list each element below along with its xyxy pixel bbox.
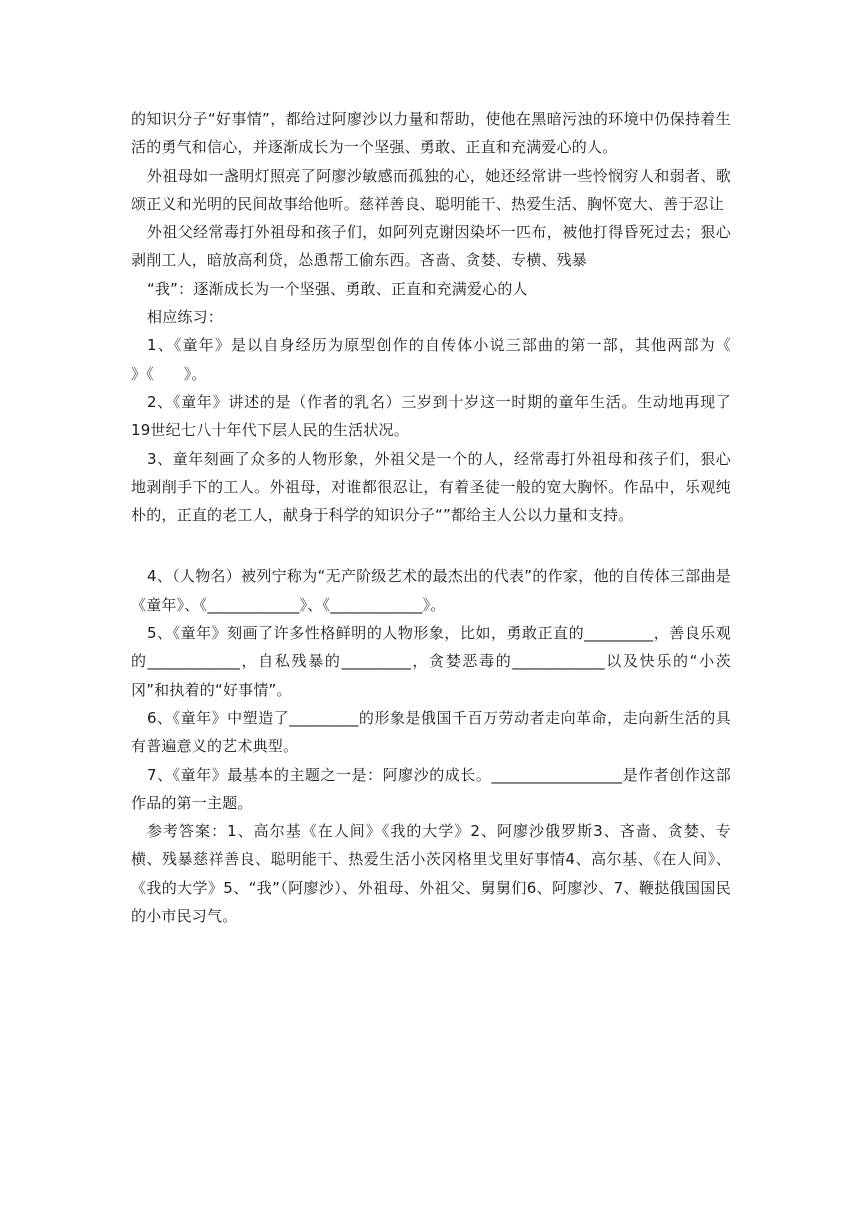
paragraph-grandfather: 外祖父经常毒打外祖母和孩子们，如阿列克谢因染坏一匹布，被他打得昏死过去；狠心剥削工人，暗放高利贷，怂恿帮工偷东西。吝啬、贪婪、专横、残暴 <box>131 223 731 270</box>
exercise-2: 2、《童年》讲述的是（作者的乳名）三岁到十岁这一时期的童年生活。生动地再现了19世纪七八十年代下层人民的生活状况。 <box>131 392 731 440</box>
exercise-4: 4、（人物名）被列宁称为“无产阶级艺术的最杰出的代表”的作家，他的自传体三部曲是《童年》、《____________》、《____________》。 <box>131 567 731 614</box>
reference-answers: 参考答案：1、高尔基《在人间》《我的大学》2、阿廖沙俄罗斯3、吝啬、贪婪、专横、残暴慈祥善良、聪明能干、热爱生活小茨冈格里戈里好事情4、高尔基、《在人间》、《我的大学》5、“我”（阿廖沙）、外祖母、外祖父、舅舅们6、阿廖沙、7、鞭挞俄国国民的小市民习气。 <box>131 822 731 926</box>
exercise-3: 3、童年刻画了众多的人物形象，外祖父是一个的人，经常毒打外祖母和孩子们，狠心地剥削手下的工人。外祖母，对谁都很忍让，有着圣徒一般的宽大胸怀。作品中，乐观纯朴的，正直的老工人，献身于科学的知识分子“”都给主人公以力量和支持。 <box>131 449 731 525</box>
exercise-6: 6、《童年》中塑造了_________的形象是俄国千百万劳动者走向革命，走向新生活的具有普遍意义的艺术典型。 <box>131 708 731 756</box>
blank-gap <box>131 529 731 562</box>
exercise-5: 5、《童年》刻画了许多性格鲜明的人物形象，比如，勇敢正直的_________，善良乐观的____________，自私残暴的_________，贪婪恶毒的____________以及快乐的“小茨冈”和执着的“好事情”。 <box>131 624 731 699</box>
document-body <box>131 105 761 930</box>
paragraph-good-deed-intro: 的知识分子“好事情”，都给过阿廖沙以力量和帮助，使他在黑暗污浊的环境中仍保持着生活的勇气和信心，并逐渐成长为一个坚强、勇敢、正直和充满爱心的人。 <box>131 110 731 157</box>
exercise-7: 7、《童年》最基本的主题之一是：阿廖沙的成长。_________________是作者创作这部作品的第一主题。 <box>131 765 731 812</box>
exercises-heading: 相应练习： <box>147 308 224 327</box>
exercise-1: 1、《童年》是以自身经历为原型创作的自传体小说三部曲的第一部，其他两部为《 》《 》。 <box>131 336 761 383</box>
paragraph-me: “我”：逐渐成长为一个坚强、勇敢、正直和充满爱心的人 <box>147 279 528 298</box>
paragraph-grandmother: 外祖母如一盏明灯照亮了阿廖沙敏感而孤独的心，她还经常讲一些怜悯穷人和弱者、歌颂正义和光明的民间故事给他听。慈祥善良、聪明能干、热爱生活、胸怀宽大、善于忍让 <box>131 166 731 213</box>
